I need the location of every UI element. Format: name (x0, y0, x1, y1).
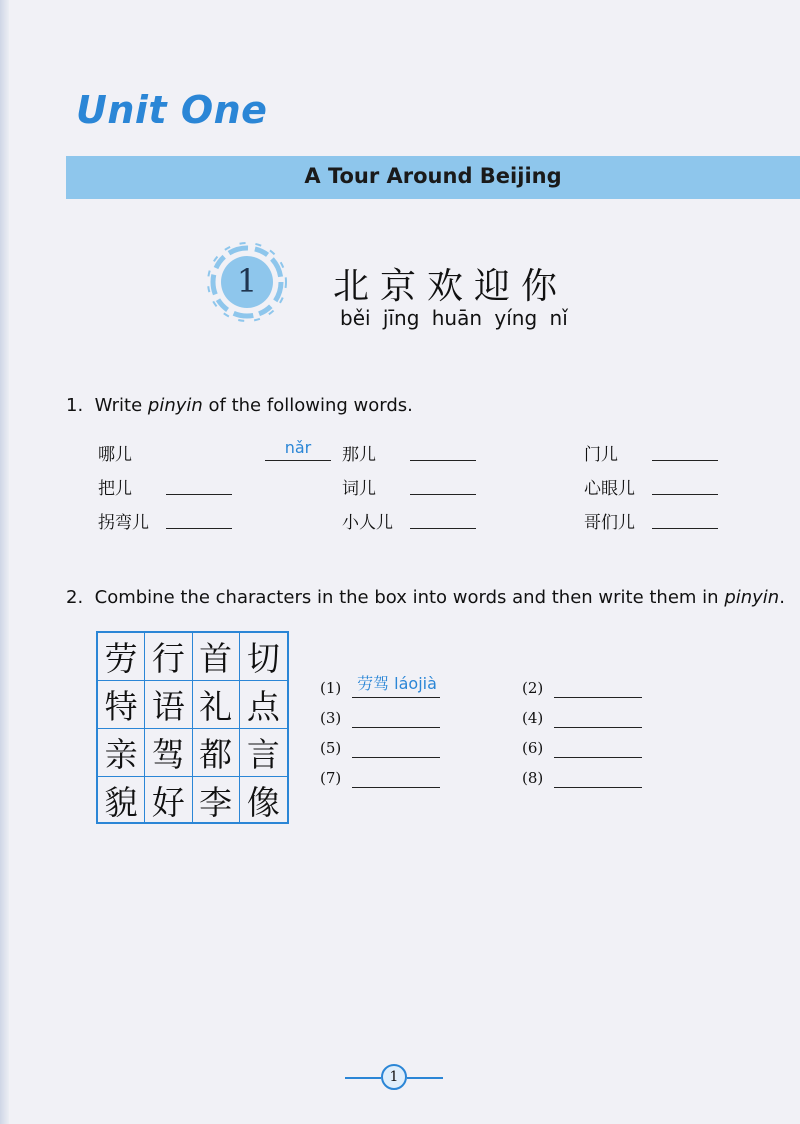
answer-blank[interactable] (554, 757, 642, 758)
grid-character: 驾 (145, 729, 192, 777)
grid-character: 首 (193, 633, 240, 681)
word-item: 小人儿 (342, 508, 592, 532)
question-2: 2. Combine the characters in the box into words and then write them in pinyin. (66, 587, 785, 608)
unit-banner (66, 156, 800, 199)
word-answer: 劳驾 láojià (357, 674, 437, 693)
word-item: 那儿 (342, 440, 592, 464)
word-item: 拐弯儿 (98, 508, 348, 532)
grid-character: 李 (193, 777, 240, 824)
grid-character: 礼 (193, 681, 240, 729)
word-item: 门儿 (584, 440, 800, 464)
question-number: 2. (66, 587, 84, 608)
answer-blank[interactable] (166, 494, 232, 495)
character-grid (96, 631, 289, 824)
grid-character: 言 (240, 729, 287, 777)
lesson-number-badge (205, 240, 289, 324)
page-number (345, 1064, 445, 1092)
answer-blank[interactable] (410, 460, 476, 461)
page-number-rule (407, 1077, 443, 1079)
page-edge-shadow (0, 0, 9, 1124)
combine-blank: (7) (320, 767, 460, 791)
unit-title: Unit One (76, 88, 268, 132)
answer-blank[interactable] (554, 697, 642, 698)
combine-blank: (8) (522, 767, 662, 791)
answer-blank[interactable] (352, 757, 440, 758)
combine-blank: (1) 劳驾 láojià (320, 677, 460, 701)
grid-character: 亲 (98, 729, 145, 777)
combine-blank: (3) (320, 707, 460, 731)
grid-character: 特 (98, 681, 145, 729)
page-number-circle: 1 (381, 1064, 407, 1090)
combine-blank: (5) (320, 737, 460, 761)
word-item: 心眼儿 (584, 474, 800, 498)
combine-blank: (6) (522, 737, 662, 761)
answer-blank[interactable] (410, 528, 476, 529)
answer-blank[interactable] (265, 460, 331, 461)
pinyin-answer: nǎr (284, 438, 312, 457)
grid-character: 行 (145, 633, 192, 681)
answer-blank[interactable] (352, 727, 440, 728)
answer-blank[interactable] (652, 494, 718, 495)
grid-character: 都 (193, 729, 240, 777)
combine-blank: (2) (522, 677, 662, 701)
answer-blank[interactable] (352, 697, 440, 698)
question-1: 1. Write pinyin of the following words. (66, 395, 413, 416)
answer-blank[interactable] (554, 727, 642, 728)
grid-character: 语 (145, 681, 192, 729)
banner-title: A Tour Around Beijing (304, 164, 562, 188)
lesson-title: 北京欢迎你 (333, 266, 569, 307)
page-number-rule (345, 1077, 381, 1079)
answer-blank[interactable] (166, 528, 232, 529)
answer-blank[interactable] (352, 787, 440, 788)
combine-blank: (4) (522, 707, 662, 731)
word-item: 词儿 (342, 474, 592, 498)
grid-character: 貌 (98, 777, 145, 824)
answer-blank[interactable] (652, 528, 718, 529)
grid-character: 像 (246, 783, 280, 822)
word-item: 哪儿 nǎr (98, 440, 348, 464)
lesson-number: 1 (236, 262, 258, 300)
answer-blank[interactable] (410, 494, 476, 495)
answer-blank[interactable] (652, 460, 718, 461)
grid-character: 切 (240, 633, 287, 681)
question-number: 1. (66, 395, 84, 416)
grid-character: 好 (145, 777, 192, 824)
answer-blank[interactable] (554, 787, 642, 788)
word-item: 哥们儿 (584, 508, 800, 532)
word-item: 把儿 (98, 474, 348, 498)
grid-character: 劳 (98, 633, 145, 681)
grid-character: 点 (240, 681, 287, 729)
lesson-pinyin: běi jīng huān yíng nǐ (340, 306, 568, 330)
